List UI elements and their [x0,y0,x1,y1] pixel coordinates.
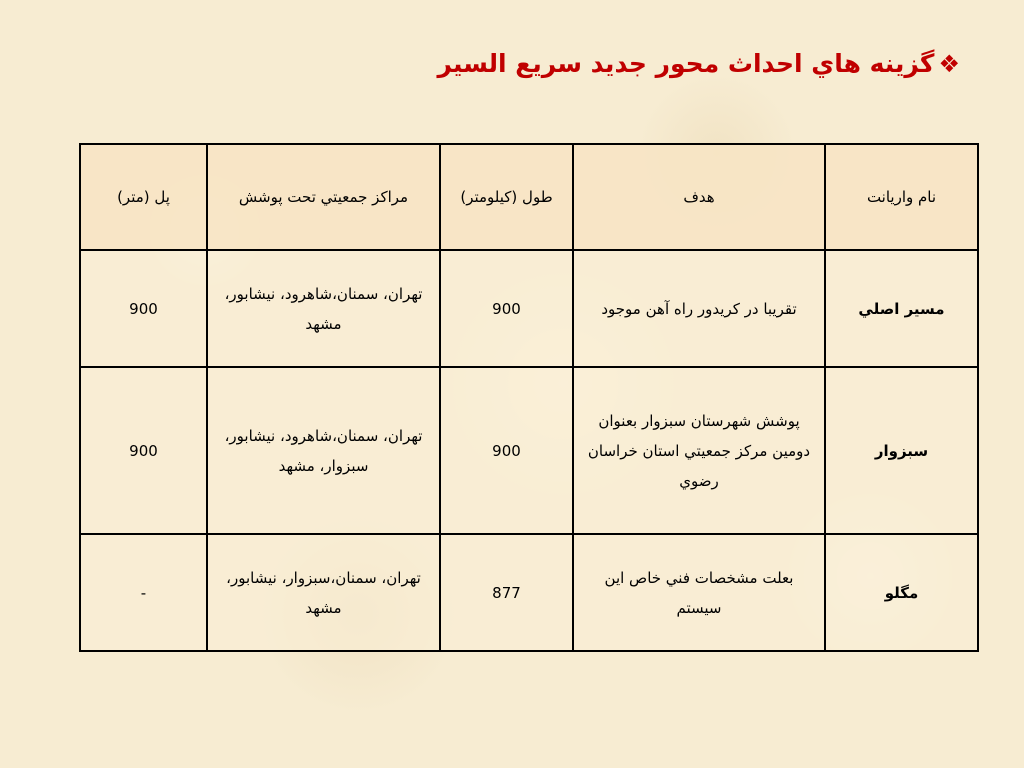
header-goal: هدف [573,144,825,250]
cell-variant: سبزوار [825,367,978,534]
cell-variant: مگلو [825,534,978,651]
cell-length: 877 [440,534,573,651]
variants-table [79,143,979,652]
diamond-bullet-icon: ❖ [938,50,960,78]
cell-variant: مسير اصلي [825,250,978,367]
cell-goal: پوشش شهرستان سبزوار بعنوان دومين مركز جمعيتي استان خراسان رضوي [573,367,825,534]
table-header-row [80,144,978,250]
cell-goal: تقريبا در كريدور راه آهن موجود [573,250,825,367]
cell-length: 900 [440,367,573,534]
cell-bridge: - [80,534,207,651]
page-title-text: گزينه هاي احداث محور جديد سريع السير [437,49,935,78]
header-variant: نام واريانت [825,144,978,250]
cell-centers: تهران، سمنان،شاهرود، نيشابور، سبزوار، مشهد [207,367,440,534]
header-bridge: پل (متر) [80,144,207,250]
page-title [437,44,960,84]
cell-length: 900 [440,250,573,367]
header-length: طول (كيلومتر) [440,144,573,250]
table-row [80,534,978,651]
cell-bridge: 900 [80,367,207,534]
cell-bridge: 900 [80,250,207,367]
cell-centers: تهران، سمنان،شاهرود، نيشابور، مشهد [207,250,440,367]
header-centers: مراكز جمعيتي تحت پوشش [207,144,440,250]
cell-goal: بعلت مشخصات فني خاص اين سيستم [573,534,825,651]
cell-centers: تهران، سمنان،سبزوار، نيشابور، مشهد [207,534,440,651]
table-row [80,367,978,534]
table-row [80,250,978,367]
